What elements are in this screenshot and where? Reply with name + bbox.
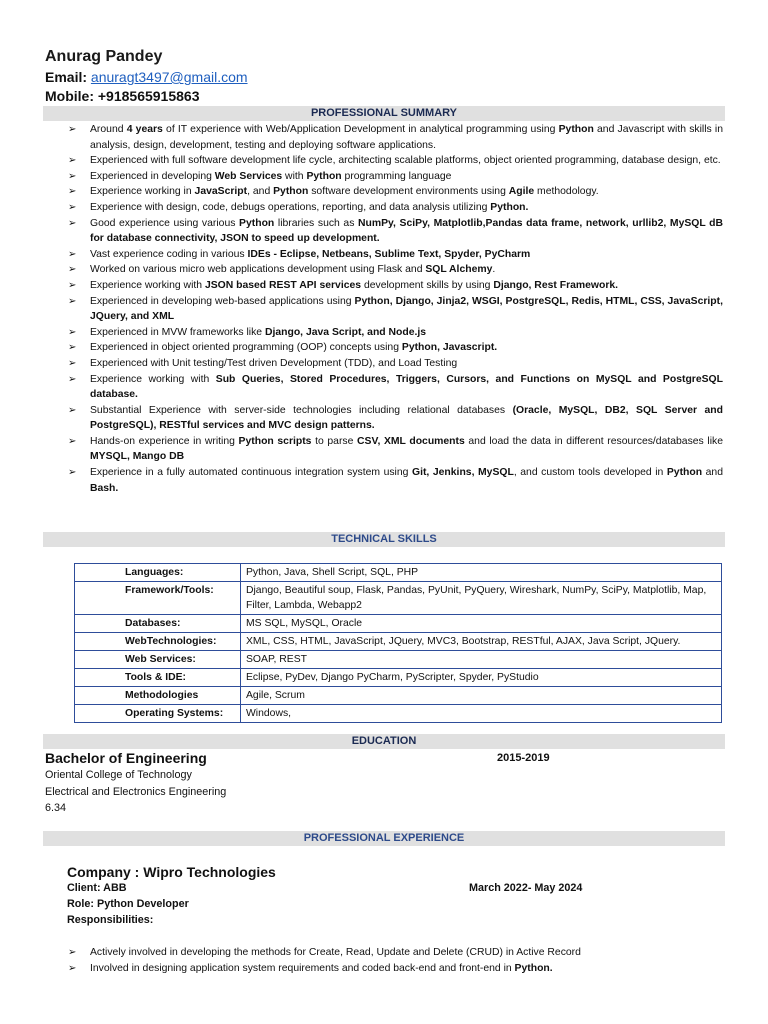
- employment-dates: March 2022- May 2024: [469, 882, 583, 894]
- text: development skills by using: [361, 279, 494, 291]
- arrow-bullet-icon: ➢: [68, 373, 77, 385]
- arrow-bullet-icon: ➢: [68, 404, 77, 416]
- college-name: Oriental College of Technology: [45, 769, 192, 781]
- text: software development environments using: [308, 186, 509, 198]
- arrow-bullet-icon: ➢: [68, 357, 77, 369]
- text: .: [492, 264, 496, 276]
- bold-text: Python.: [514, 962, 553, 974]
- arrow-bullet-icon: ➢: [68, 279, 77, 291]
- bullet-item: [68, 294, 723, 325]
- text: Experienced in MVW frameworks like: [90, 326, 265, 338]
- bold-text: 4 years: [126, 124, 163, 135]
- bold-text: Python: [273, 186, 309, 198]
- bold-text: Python: [239, 217, 275, 229]
- bullet-item: [68, 216, 723, 247]
- bold-text: JavaScript: [194, 186, 248, 198]
- bold-text: Bash.: [90, 482, 119, 494]
- skill-values: MS SQL, MySQL, Oracle: [241, 615, 722, 633]
- bullet-item: [68, 184, 723, 200]
- responsibilities-list: [68, 945, 723, 976]
- skill-category: Framework/Tools:: [75, 582, 241, 615]
- text: Worked on various micro web applications development using Flask and: [90, 264, 426, 276]
- bold-text: Python: [306, 170, 342, 182]
- skills-row: [75, 582, 722, 615]
- text: , and custom tools developed in: [513, 467, 667, 479]
- arrow-bullet-icon: ➢: [68, 295, 77, 307]
- arrow-bullet-icon: ➢: [68, 155, 77, 167]
- bullet-item: [68, 945, 723, 961]
- arrow-bullet-icon: ➢: [68, 326, 77, 338]
- arrow-bullet-icon: ➢: [68, 217, 77, 229]
- text: Experience with design, code, debugs operations, reporting, and data analysis utilizing: [90, 201, 491, 213]
- text: Experience working with: [90, 373, 216, 385]
- bold-text: IDEs - Eclipse, Netbeans, Sublime Text, Spyder, PyCharm: [247, 248, 531, 260]
- bold-text: Agile: [508, 186, 535, 198]
- role-title: Role: Python Developer: [67, 898, 189, 910]
- bold-text: Python, Django, Jinja2, WSGI, PostgreSQL, Redis, HTML, CSS, JavaScript, JQuery, and XML: [90, 295, 723, 323]
- text: Experience working with: [90, 279, 205, 291]
- bullet-item: [68, 465, 723, 496]
- text: to parse: [311, 435, 358, 447]
- text: Experienced in object oriented programming (OOP) concepts using: [90, 342, 402, 354]
- arrow-bullet-icon: ➢: [68, 467, 77, 479]
- skill-values: Windows,: [241, 705, 722, 723]
- bold-text: Python scripts: [238, 435, 312, 447]
- education-years: 2015-2019: [497, 752, 550, 764]
- arrow-bullet-icon: ➢: [68, 248, 77, 260]
- bold-text: SQL Alchemy: [425, 264, 493, 276]
- client-name: Client: ABB: [67, 882, 127, 894]
- skills-table: [74, 563, 722, 723]
- bullet-item: [68, 340, 723, 356]
- bullet-item: [68, 961, 723, 977]
- skills-row: [75, 705, 722, 723]
- skill-values: Eclipse, PyDev, Django PyCharm, PyScripter, Spyder, PyStudio: [241, 669, 722, 687]
- bold-text: Sub Queries, Stored Procedures, Triggers, Cursors, and Functions on MySQL and PostgreSQL database.: [90, 373, 723, 401]
- skills-row: [75, 615, 722, 633]
- bullet-item: [68, 278, 723, 294]
- text: and load the data in different resources/databases like: [464, 435, 723, 447]
- bold-text: CSV, XML documents: [357, 435, 465, 447]
- bullet-item: [68, 122, 723, 153]
- text: Hands-on experience in writing: [90, 435, 239, 447]
- text: Actively involved in developing the methods for Create, Read, Update and Delete (CRUD) in Active Record: [90, 947, 581, 958]
- skills-row: [75, 669, 722, 687]
- bullet-item: [68, 325, 723, 341]
- branch-name: Electrical and Electronics Engineering: [45, 786, 227, 798]
- email-line: [45, 69, 248, 85]
- bullet-item: [68, 403, 723, 434]
- company-name: Company : Wipro Technologies: [67, 864, 276, 880]
- bold-text: (Oracle, MySQL, DB2, SQL Server and PostgreSQL), RESTful services and MVC design patterns.: [90, 404, 723, 432]
- text: Vast experience coding in various: [90, 248, 248, 260]
- bullet-item: [68, 434, 723, 465]
- skill-category: Databases:: [75, 615, 241, 633]
- bold-text: MYSQL, Mango DB: [90, 451, 185, 463]
- text: and: [702, 467, 723, 479]
- arrow-bullet-icon: ➢: [68, 186, 77, 198]
- arrow-bullet-icon: ➢: [68, 170, 77, 182]
- experience-section-heading: PROFESSIONAL EXPERIENCE: [43, 831, 725, 846]
- bold-text: Python: [666, 467, 703, 479]
- skill-category: Methodologies: [75, 687, 241, 705]
- degree-title: Bachelor of Engineering: [45, 750, 207, 766]
- bullet-item: [68, 200, 723, 216]
- arrow-bullet-icon: ➢: [68, 201, 77, 213]
- text: methodology.: [534, 186, 599, 198]
- candidate-name: Anurag Pandey: [45, 48, 163, 65]
- skill-category: Tools & IDE:: [75, 669, 241, 687]
- skill-values: Agile, Scrum: [241, 687, 722, 705]
- text: Involved in designing application system requirements and coded back-end and front-end in: [90, 962, 515, 974]
- text: and Javascript with skills in analysis, design, development, testing and deploying software applications.: [90, 124, 723, 151]
- text: Experienced in developing web-based applications using: [90, 295, 355, 307]
- bullet-item: [68, 247, 723, 263]
- text: with: [282, 170, 307, 182]
- bullet-item: [68, 153, 723, 169]
- skills-row: [75, 651, 722, 669]
- skills-row: [75, 633, 722, 651]
- skill-category: Languages:: [75, 564, 241, 582]
- email-label: Email:: [45, 69, 91, 85]
- summary-list: [68, 122, 723, 496]
- summary-section-heading: PROFESSIONAL SUMMARY: [43, 106, 725, 121]
- text: programming language: [341, 170, 452, 182]
- mobile-line: Mobile: +918565915863: [45, 88, 200, 104]
- bold-text: Git, Jenkins, MySQL: [412, 467, 514, 479]
- skill-category: Web Services:: [75, 651, 241, 669]
- responsibilities-label: Responsibilities:: [67, 914, 154, 926]
- skill-category: Operating Systems:: [75, 705, 241, 723]
- arrow-bullet-icon: ➢: [68, 947, 77, 958]
- text: , and: [247, 186, 274, 198]
- bullet-item: [68, 169, 723, 185]
- email-link[interactable]: anuragt3497@gmail.com: [90, 69, 248, 85]
- skills-row: [75, 564, 722, 582]
- text: Experience working in: [90, 186, 195, 198]
- text: Experienced with full software development life cycle, architecting scalable platforms, object oriented programming, database design, etc.: [90, 155, 721, 167]
- bold-text: Django, Java Script, and Node.js: [264, 326, 427, 338]
- bold-text: NumPy, SciPy, Matplotlib,Pandas data frame, network, urllib2, MySQL dB for database connectivity, JSON to speed up development.: [90, 217, 723, 245]
- skill-values: Python, Java, Shell Script, SQL, PHP: [241, 564, 722, 582]
- bold-text: Django, Rest Framework.: [493, 279, 619, 291]
- education-score: 6.34: [45, 802, 67, 814]
- arrow-bullet-icon: ➢: [68, 124, 77, 135]
- arrow-bullet-icon: ➢: [68, 962, 77, 974]
- arrow-bullet-icon: ➢: [68, 342, 77, 354]
- bullet-item: [68, 356, 723, 372]
- text: Experienced with Unit testing/Test driven Development (TDD), and Load Testing: [90, 357, 458, 369]
- text: Experience in a fully automated continuous integration system using: [90, 467, 412, 479]
- skill-values: XML, CSS, HTML, JavaScript, JQuery, MVC3, Bootstrap, RESTful, AJAX, Java Script, JQuery.: [241, 633, 722, 651]
- skill-category: WebTechnologies:: [75, 633, 241, 651]
- text: Experienced in developing: [90, 170, 215, 182]
- skills-row: [75, 687, 722, 705]
- skill-values: Django, Beautiful soup, Flask, Pandas, PyUnit, PyQuery, Wireshark, NumPy, SciPy, Matplotlib, Map, Filter, Lambda, Webapp2: [241, 582, 722, 615]
- bold-text: Python, Javascript.: [401, 342, 498, 354]
- bullet-item: [68, 262, 723, 278]
- text: of IT experience with Web/Application Development in analytical programming using: [162, 124, 559, 135]
- arrow-bullet-icon: ➢: [68, 435, 77, 447]
- text: Around: [90, 124, 127, 135]
- education-section-heading: EDUCATION: [43, 734, 725, 749]
- arrow-bullet-icon: ➢: [68, 264, 77, 276]
- text: libraries such as: [274, 217, 359, 229]
- text: Substantial Experience with server-side technologies including relational databases: [90, 404, 513, 416]
- skill-values: SOAP, REST: [241, 651, 722, 669]
- bold-text: Python: [558, 124, 594, 135]
- text: Good experience using various: [90, 217, 240, 229]
- skills-section-heading: TECHNICAL SKILLS: [43, 532, 725, 547]
- bold-text: Python.: [490, 201, 529, 213]
- bold-text: Web Services: [214, 170, 283, 182]
- bullet-item: [68, 372, 723, 403]
- bold-text: JSON based REST API services: [204, 279, 362, 291]
